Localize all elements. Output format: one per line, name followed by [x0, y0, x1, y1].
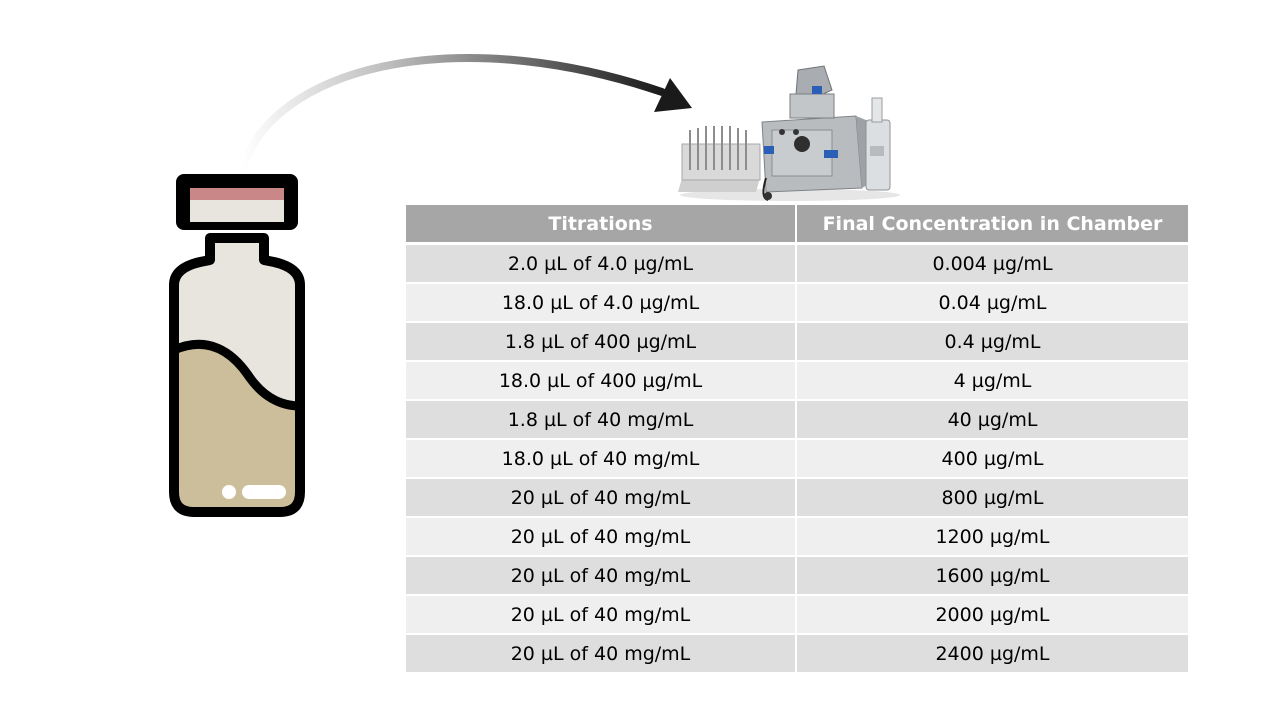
concentration-cell: 4 µg/mL: [796, 361, 1188, 400]
concentration-cell: 1600 µg/mL: [796, 556, 1188, 595]
titration-cell: 20 µL of 40 mg/mL: [406, 478, 796, 517]
titration-cell: 18.0 µL of 40 mg/mL: [406, 439, 796, 478]
table-row: [406, 634, 1188, 673]
concentration-cell: 0.004 µg/mL: [796, 244, 1188, 284]
curved-arrow-icon: [230, 30, 710, 180]
header-final-concentration: Final Concentration in Chamber: [796, 205, 1188, 244]
concentration-cell: 40 µg/mL: [796, 400, 1188, 439]
concentration-cell: 1200 µg/mL: [796, 517, 1188, 556]
concentration-cell: 400 µg/mL: [796, 439, 1188, 478]
titration-cell: 1.8 µL of 40 mg/mL: [406, 400, 796, 439]
titration-table: [406, 205, 1188, 674]
titration-cell: 20 µL of 40 mg/mL: [406, 556, 796, 595]
header-titrations: Titrations: [406, 205, 796, 244]
table-row: [406, 400, 1188, 439]
concentration-cell: 2000 µg/mL: [796, 595, 1188, 634]
concentration-cell: 0.04 µg/mL: [796, 283, 1188, 322]
titration-cell: 1.8 µL of 400 µg/mL: [406, 322, 796, 361]
titration-cell: 18.0 µL of 4.0 µg/mL: [406, 283, 796, 322]
table-row: [406, 283, 1188, 322]
table-row: [406, 244, 1188, 284]
table-row: [406, 517, 1188, 556]
vial-icon: [160, 170, 315, 530]
table-row: [406, 478, 1188, 517]
table-row: [406, 556, 1188, 595]
titration-cell: 20 µL of 40 mg/mL: [406, 595, 796, 634]
titration-cell: 18.0 µL of 400 µg/mL: [406, 361, 796, 400]
table-header: [406, 205, 1188, 244]
table-row: [406, 595, 1188, 634]
table-body: [406, 244, 1188, 674]
table-row: [406, 322, 1188, 361]
concentration-cell: 0.4 µg/mL: [796, 322, 1188, 361]
titration-cell: 20 µL of 40 mg/mL: [406, 634, 796, 673]
table-header-row: [406, 205, 1188, 244]
concentration-cell: 2400 µg/mL: [796, 634, 1188, 673]
table-row: [406, 439, 1188, 478]
titration-cell: 2.0 µL of 4.0 µg/mL: [406, 244, 796, 284]
concentration-cell: 800 µg/mL: [796, 478, 1188, 517]
titration-cell: 20 µL of 40 mg/mL: [406, 517, 796, 556]
table-row: [406, 361, 1188, 400]
respirometer-instrument-icon: [670, 60, 910, 205]
